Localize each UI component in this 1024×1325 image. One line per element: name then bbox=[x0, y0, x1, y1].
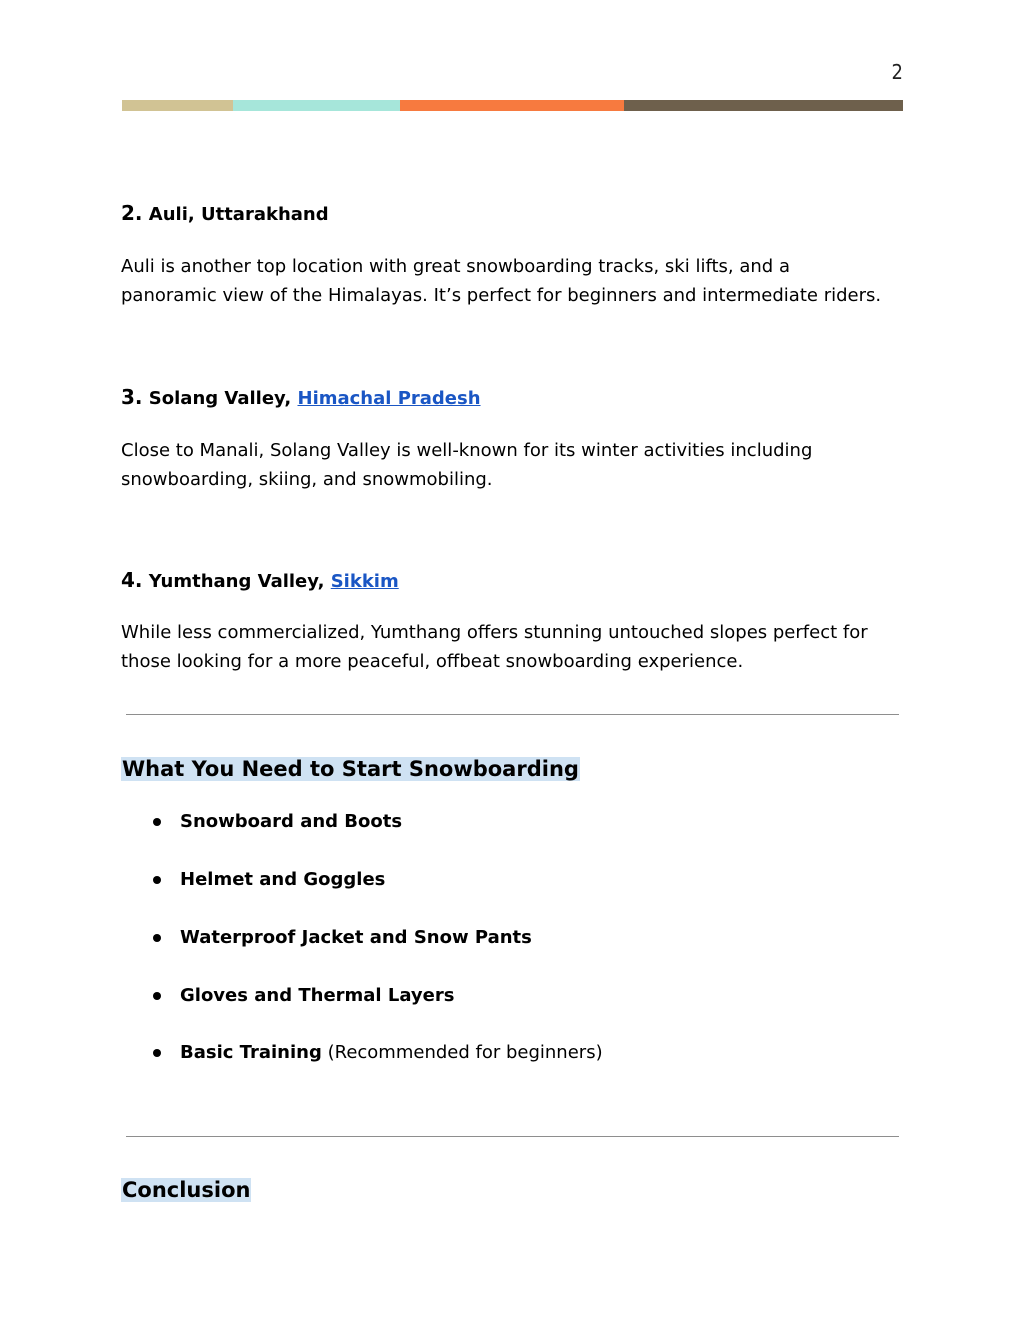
himachal-pradesh-link[interactable]: Himachal Pradesh bbox=[297, 388, 481, 409]
list-item bbox=[150, 869, 385, 890]
description-line: Close to Manali, Solang Valley is well-known for its winter activities including bbox=[121, 440, 813, 461]
list-item bbox=[150, 1042, 603, 1063]
section-title-what-you-need bbox=[121, 757, 580, 781]
bullet-icon bbox=[153, 1049, 161, 1057]
description-line: snowboarding, skiing, and snowmobiling. bbox=[121, 469, 493, 490]
destination-description-auli bbox=[121, 252, 911, 310]
page-number: 2 bbox=[891, 60, 903, 84]
description-line: panoramic view of the Himalayas. It’s perfect for beginners and intermediate riders. bbox=[121, 285, 882, 306]
section-title-text: Conclusion bbox=[122, 1178, 251, 1202]
list-item-bold: Snowboard and Boots bbox=[180, 811, 403, 832]
list-item-note: (Recommended for beginners) bbox=[321, 1042, 603, 1063]
section-title-text: What You Need to Start Snowboarding bbox=[122, 757, 579, 781]
destination-description-solang bbox=[121, 436, 911, 494]
header-color-bar bbox=[122, 100, 903, 111]
horizontal-divider bbox=[126, 1136, 899, 1137]
bullet-icon bbox=[153, 876, 161, 884]
list-item-bold: Waterproof Jacket and Snow Pants bbox=[180, 927, 532, 948]
bullet-icon bbox=[153, 818, 161, 826]
color-bar-segment-3 bbox=[400, 100, 624, 111]
bullet-icon bbox=[153, 992, 161, 1000]
section-title-conclusion bbox=[121, 1178, 251, 1202]
destination-number: 2. bbox=[121, 201, 143, 225]
color-bar-segment-1 bbox=[122, 100, 233, 111]
list-item bbox=[150, 985, 454, 1006]
destination-name: Solang Valley, bbox=[148, 388, 298, 409]
list-item bbox=[150, 811, 402, 832]
list-item bbox=[150, 927, 532, 948]
destination-number: 4. bbox=[121, 568, 143, 592]
list-item-bold: Gloves and Thermal Layers bbox=[180, 985, 455, 1006]
horizontal-divider bbox=[126, 714, 899, 715]
destination-name: Auli, Uttarakhand bbox=[148, 204, 329, 225]
color-bar-segment-4 bbox=[624, 100, 903, 111]
destination-heading-yumthang bbox=[121, 568, 399, 592]
destination-number: 3. bbox=[121, 385, 143, 409]
destination-description-yumthang bbox=[121, 618, 911, 676]
destination-heading-auli bbox=[121, 201, 329, 225]
description-line: Auli is another top location with great snowboarding tracks, ski lifts, and a bbox=[121, 256, 790, 277]
list-item-bold: Helmet and Goggles bbox=[180, 869, 386, 890]
list-item-bold: Basic Training bbox=[180, 1042, 322, 1063]
sikkim-link[interactable]: Sikkim bbox=[330, 571, 399, 592]
destination-heading-solang bbox=[121, 385, 481, 409]
color-bar-segment-2 bbox=[233, 100, 400, 111]
destination-name: Yumthang Valley, bbox=[148, 571, 331, 592]
description-line: those looking for a more peaceful, offbeat snowboarding experience. bbox=[121, 651, 744, 672]
description-line: While less commercialized, Yumthang offers stunning untouched slopes perfect for bbox=[121, 622, 868, 643]
bullet-icon bbox=[153, 934, 161, 942]
